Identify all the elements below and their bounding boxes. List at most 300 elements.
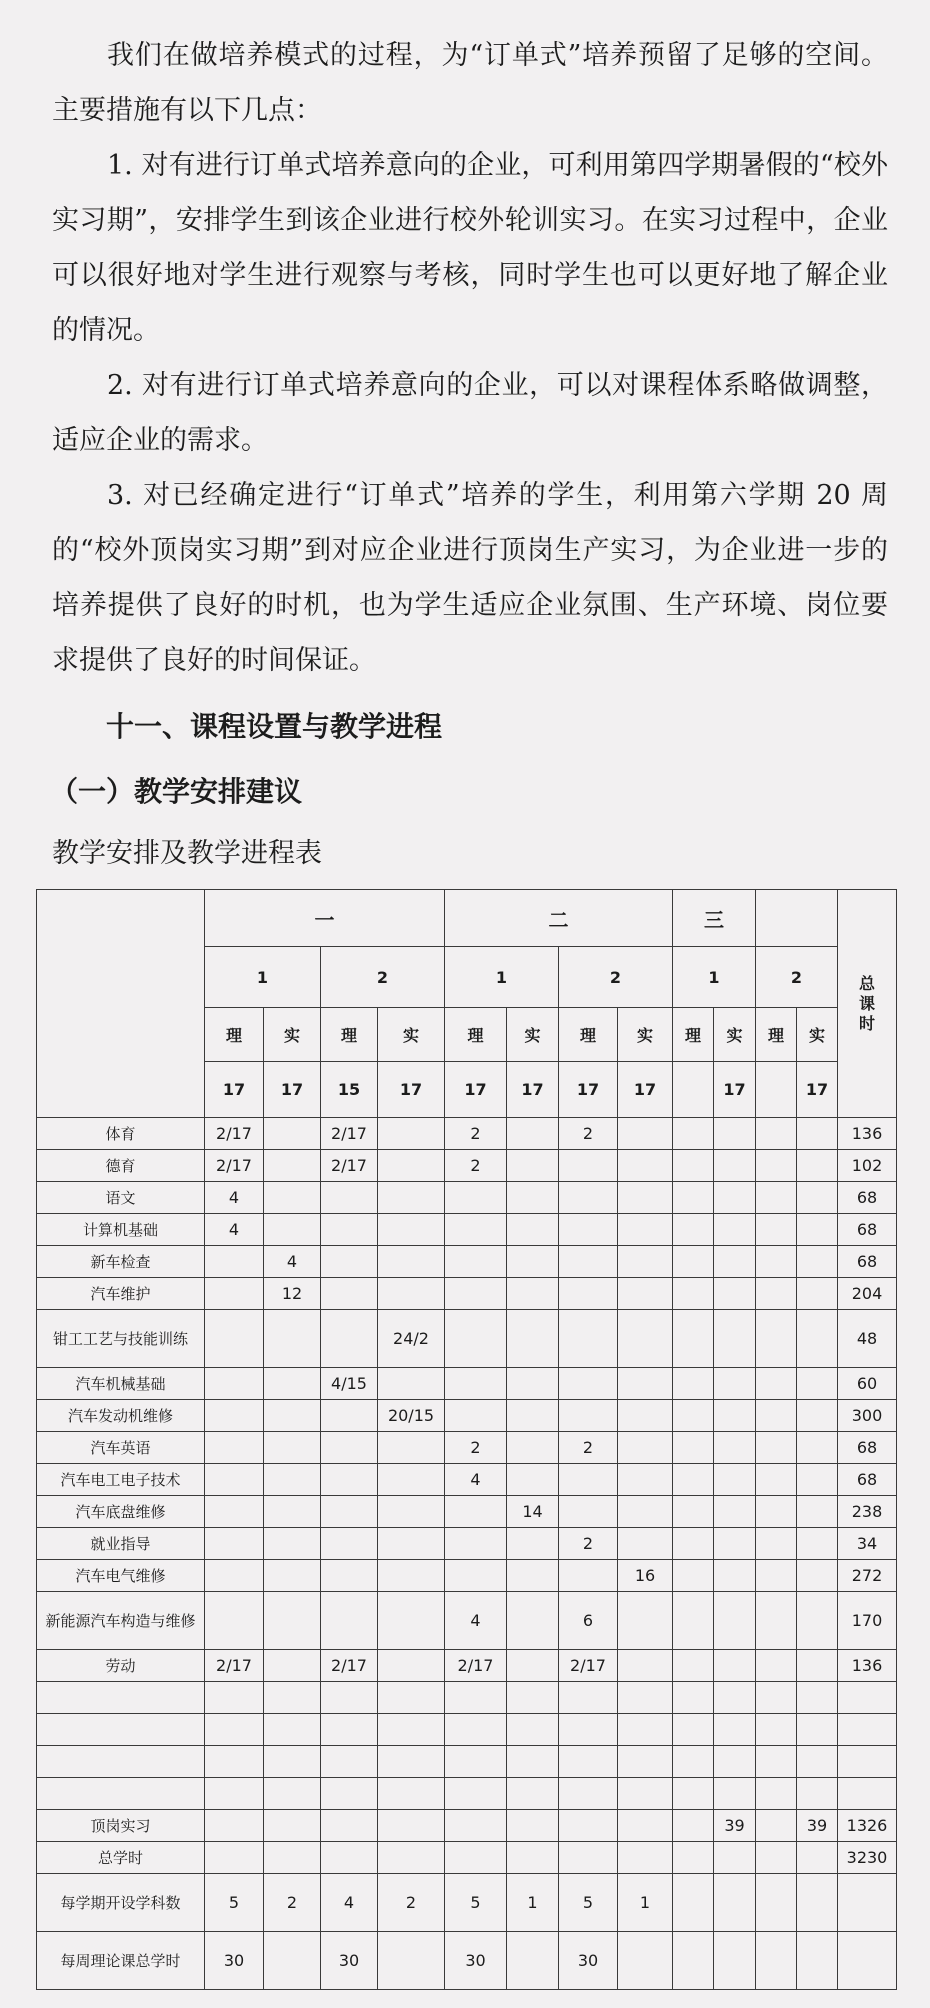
hours-cell [507, 1932, 559, 1990]
total-hours-cell: 272 [838, 1560, 897, 1592]
hours-cell [673, 1528, 714, 1560]
hours-cell [378, 1182, 445, 1214]
hours-cell [756, 1496, 797, 1528]
hours-cell [618, 1182, 673, 1214]
total-hours-cell [838, 1682, 897, 1714]
hours-cell [205, 1464, 264, 1496]
hours-cell [756, 1874, 797, 1932]
hours-cell [378, 1560, 445, 1592]
hours-cell [205, 1432, 264, 1464]
hours-cell [618, 1528, 673, 1560]
hours-cell: 39 [714, 1810, 756, 1842]
hours-cell [618, 1214, 673, 1246]
hours-cell [378, 1842, 445, 1874]
table-row [37, 1778, 897, 1810]
hours-cell [507, 1246, 559, 1278]
type-header: 理 [321, 1008, 378, 1062]
table-row [37, 1310, 897, 1368]
hours-cell [756, 1650, 797, 1682]
hours-cell [321, 1278, 378, 1310]
hours-cell [673, 1464, 714, 1496]
total-hours-cell: 1326 [838, 1810, 897, 1842]
hours-cell [264, 1528, 321, 1560]
total-hours-header-text: 总课时 [858, 973, 875, 1033]
hours-cell: 14 [507, 1496, 559, 1528]
type-header: 实 [714, 1008, 756, 1062]
semester-header: 2 [756, 947, 838, 1008]
hours-cell [714, 1874, 756, 1932]
hours-cell [618, 1278, 673, 1310]
hours-cell [756, 1432, 797, 1464]
hours-cell [714, 1182, 756, 1214]
hours-cell [797, 1714, 838, 1746]
total-hours-cell [838, 1874, 897, 1932]
paragraph-intro: 我们在做培养模式的过程，为“订单式”培养预留了足够的空间。主要措施有以下几点： [52, 40, 888, 126]
course-name-cell: 汽车电气维修 [37, 1560, 205, 1592]
type-header: 理 [756, 1008, 797, 1062]
hours-cell [321, 1810, 378, 1842]
course-name-cell [37, 1682, 205, 1714]
hours-cell [714, 1150, 756, 1182]
hours-cell [321, 1214, 378, 1246]
hours-cell [378, 1368, 445, 1400]
type-header: 实 [378, 1008, 445, 1062]
course-name-cell [37, 1746, 205, 1778]
total-hours-cell: 68 [838, 1464, 897, 1496]
hours-cell [797, 1464, 838, 1496]
hours-cell: 2 [559, 1118, 618, 1150]
hours-cell [507, 1592, 559, 1650]
body-text [52, 28, 888, 688]
weeks-header: 17 [507, 1062, 559, 1118]
weeks-header: 17 [618, 1062, 673, 1118]
hours-cell [264, 1182, 321, 1214]
year-1-header: 一 [205, 890, 445, 947]
course-name-cell: 汽车英语 [37, 1432, 205, 1464]
total-hours-cell [838, 1714, 897, 1746]
hours-cell [264, 1932, 321, 1990]
header-row-years [37, 890, 897, 947]
table-row [37, 1246, 897, 1278]
hours-cell [673, 1778, 714, 1810]
hours-cell [559, 1496, 618, 1528]
hours-cell [797, 1368, 838, 1400]
hours-cell [205, 1400, 264, 1432]
hours-cell [507, 1182, 559, 1214]
table-row [37, 1182, 897, 1214]
hours-cell [618, 1682, 673, 1714]
hours-cell [205, 1810, 264, 1842]
hours-cell [714, 1464, 756, 1496]
hours-cell [673, 1650, 714, 1682]
hours-cell [321, 1746, 378, 1778]
total-hours-cell: 68 [838, 1182, 897, 1214]
hours-cell [714, 1310, 756, 1368]
table-row [37, 1592, 897, 1650]
hours-cell [559, 1150, 618, 1182]
table-row [37, 1714, 897, 1746]
hours-cell [321, 1714, 378, 1746]
total-hours-cell: 68 [838, 1432, 897, 1464]
hours-cell: 4 [445, 1464, 507, 1496]
hours-cell [797, 1432, 838, 1464]
semester-header: 1 [445, 947, 559, 1008]
type-header: 实 [618, 1008, 673, 1062]
hours-cell: 30 [445, 1932, 507, 1990]
hours-cell [507, 1746, 559, 1778]
hours-cell [445, 1714, 507, 1746]
hours-cell [321, 1464, 378, 1496]
hours-cell [264, 1118, 321, 1150]
hours-cell: 12 [264, 1278, 321, 1310]
table-row [37, 1400, 897, 1432]
hours-cell: 2/17 [445, 1650, 507, 1682]
hours-cell [756, 1810, 797, 1842]
weeks-header: 17 [797, 1062, 838, 1118]
year-3-header-cont [756, 890, 838, 947]
hours-cell [321, 1842, 378, 1874]
total-hours-cell [838, 1778, 897, 1810]
hours-cell [264, 1778, 321, 1810]
hours-cell: 4/15 [321, 1368, 378, 1400]
total-hours-cell: 170 [838, 1592, 897, 1650]
hours-cell [559, 1464, 618, 1496]
hours-cell [378, 1118, 445, 1150]
total-hours-cell: 34 [838, 1528, 897, 1560]
hours-cell [445, 1246, 507, 1278]
total-hours-header [838, 890, 897, 1118]
hours-cell [321, 1432, 378, 1464]
table-row [37, 1528, 897, 1560]
hours-cell [205, 1310, 264, 1368]
hours-cell: 2/17 [205, 1150, 264, 1182]
hours-cell [714, 1368, 756, 1400]
hours-cell [618, 1118, 673, 1150]
hours-cell [559, 1310, 618, 1368]
hours-cell [618, 1496, 673, 1528]
hours-cell [445, 1182, 507, 1214]
hours-cell: 5 [559, 1874, 618, 1932]
hours-cell [756, 1246, 797, 1278]
table-caption: 教学安排及教学进程表 [52, 838, 322, 869]
hours-cell [559, 1810, 618, 1842]
type-header: 实 [264, 1008, 321, 1062]
hours-cell [673, 1150, 714, 1182]
hours-cell: 4 [205, 1214, 264, 1246]
hours-cell [618, 1778, 673, 1810]
total-hours-cell: 238 [838, 1496, 897, 1528]
hours-cell [507, 1368, 559, 1400]
hours-cell [673, 1560, 714, 1592]
hours-cell [378, 1650, 445, 1682]
course-name-cell: 德育 [37, 1150, 205, 1182]
weeks-header: 17 [264, 1062, 321, 1118]
hours-cell [756, 1278, 797, 1310]
hours-cell [797, 1682, 838, 1714]
hours-cell [714, 1496, 756, 1528]
hours-cell [618, 1842, 673, 1874]
course-name-cell: 汽车机械基础 [37, 1368, 205, 1400]
hours-cell: 2 [264, 1874, 321, 1932]
hours-cell [673, 1368, 714, 1400]
course-name-cell: 就业指导 [37, 1528, 205, 1560]
paragraph-point-1: 1. 对有进行订单式培养意向的企业，可利用第四学期暑假的“校外实习期”，安排学生到该企业进行校外轮训实习。在实习过程中，企业可以很好地对学生进行观察与考核，同时学生也可以更好地了解企业的情况。 [52, 150, 888, 346]
hours-cell [673, 1246, 714, 1278]
hours-cell [714, 1528, 756, 1560]
hours-cell [445, 1682, 507, 1714]
hours-cell [507, 1682, 559, 1714]
hours-cell [756, 1464, 797, 1496]
hours-cell [507, 1118, 559, 1150]
type-header: 实 [507, 1008, 559, 1062]
hours-cell [673, 1592, 714, 1650]
hours-cell [673, 1214, 714, 1246]
hours-cell: 2/17 [205, 1650, 264, 1682]
hours-cell [264, 1214, 321, 1246]
hours-cell [618, 1592, 673, 1650]
hours-cell [714, 1278, 756, 1310]
hours-cell [559, 1682, 618, 1714]
hours-cell [673, 1310, 714, 1368]
hours-cell [445, 1496, 507, 1528]
hours-cell: 4 [264, 1246, 321, 1278]
year-2-header: 二 [445, 890, 673, 947]
hours-cell [264, 1746, 321, 1778]
hours-cell [507, 1400, 559, 1432]
hours-cell [756, 1528, 797, 1560]
hours-cell: 30 [205, 1932, 264, 1990]
hours-cell [378, 1150, 445, 1182]
hours-cell [756, 1746, 797, 1778]
hours-cell [797, 1874, 838, 1932]
hours-cell [205, 1368, 264, 1400]
hours-cell [445, 1778, 507, 1810]
hours-cell [205, 1496, 264, 1528]
hours-cell: 2 [378, 1874, 445, 1932]
section-heading: 十一、课程设置与教学进程 [106, 710, 443, 743]
hours-cell [445, 1560, 507, 1592]
hours-cell [507, 1528, 559, 1560]
hours-cell [714, 1246, 756, 1278]
hours-cell [714, 1746, 756, 1778]
type-header: 理 [559, 1008, 618, 1062]
course-name-cell: 体育 [37, 1118, 205, 1150]
hours-cell [378, 1714, 445, 1746]
hours-cell: 2 [445, 1432, 507, 1464]
hours-cell [264, 1842, 321, 1874]
hours-cell [559, 1842, 618, 1874]
table-row [37, 1464, 897, 1496]
hours-cell [559, 1400, 618, 1432]
hours-cell [264, 1650, 321, 1682]
hours-cell [321, 1560, 378, 1592]
hours-cell [756, 1310, 797, 1368]
hours-cell [797, 1778, 838, 1810]
table-row [37, 1810, 897, 1842]
hours-cell [378, 1746, 445, 1778]
hours-cell [507, 1650, 559, 1682]
semester-header: 2 [559, 947, 673, 1008]
total-hours-cell [838, 1932, 897, 1990]
hours-cell [797, 1528, 838, 1560]
weeks-header: 17 [205, 1062, 264, 1118]
hours-cell [714, 1778, 756, 1810]
hours-cell [618, 1810, 673, 1842]
hours-cell [673, 1746, 714, 1778]
hours-cell: 2 [559, 1432, 618, 1464]
schedule-table [36, 889, 897, 1990]
table-row [37, 1278, 897, 1310]
hours-cell [321, 1778, 378, 1810]
hours-cell [264, 1150, 321, 1182]
hours-cell [618, 1746, 673, 1778]
hours-cell [756, 1182, 797, 1214]
hours-cell [378, 1810, 445, 1842]
hours-cell [507, 1560, 559, 1592]
table-row [37, 1214, 897, 1246]
hours-cell [378, 1246, 445, 1278]
table-row [37, 1682, 897, 1714]
hours-cell [205, 1682, 264, 1714]
hours-cell [445, 1214, 507, 1246]
hours-cell: 5 [205, 1874, 264, 1932]
hours-cell [559, 1214, 618, 1246]
hours-cell [797, 1182, 838, 1214]
hours-cell [559, 1714, 618, 1746]
hours-cell [714, 1682, 756, 1714]
hours-cell [797, 1842, 838, 1874]
hours-cell [264, 1560, 321, 1592]
table-row [37, 1560, 897, 1592]
table-row [37, 1842, 897, 1874]
weeks-header: 17 [714, 1062, 756, 1118]
hours-cell [445, 1842, 507, 1874]
hours-cell [797, 1496, 838, 1528]
hours-cell [264, 1682, 321, 1714]
table-row [37, 1150, 897, 1182]
weeks-header [756, 1062, 797, 1118]
table-row [37, 1368, 897, 1400]
hours-cell [559, 1368, 618, 1400]
hours-cell [559, 1182, 618, 1214]
hours-cell [445, 1278, 507, 1310]
hours-cell [673, 1400, 714, 1432]
course-name-cell: 汽车发动机维修 [37, 1400, 205, 1432]
hours-cell [378, 1592, 445, 1650]
schedule-table-body [37, 890, 897, 1990]
hours-cell [714, 1714, 756, 1746]
total-hours-cell: 102 [838, 1150, 897, 1182]
table-row [37, 1874, 897, 1932]
total-hours-cell: 136 [838, 1650, 897, 1682]
total-hours-cell [838, 1746, 897, 1778]
total-hours-cell: 68 [838, 1246, 897, 1278]
hours-cell [205, 1714, 264, 1746]
semester-header: 2 [321, 947, 445, 1008]
hours-cell [321, 1682, 378, 1714]
course-name-cell: 新能源汽车构造与维修 [37, 1592, 205, 1650]
course-name-cell [37, 1714, 205, 1746]
hours-cell: 2 [559, 1528, 618, 1560]
hours-cell [507, 1150, 559, 1182]
hours-cell [507, 1842, 559, 1874]
table-row [37, 1118, 897, 1150]
hours-cell [321, 1592, 378, 1650]
course-name-cell: 钳工工艺与技能训练 [37, 1310, 205, 1368]
hours-cell: 2/17 [321, 1650, 378, 1682]
hours-cell [618, 1932, 673, 1990]
hours-cell [264, 1592, 321, 1650]
hours-cell [714, 1118, 756, 1150]
paragraph-point-2: 2. 对有进行订单式培养意向的企业，可以对课程体系略做调整，适应企业的需求。 [52, 370, 888, 456]
hours-cell [797, 1592, 838, 1650]
hours-cell [756, 1778, 797, 1810]
hours-cell [321, 1496, 378, 1528]
hours-cell [673, 1682, 714, 1714]
hours-cell [445, 1310, 507, 1368]
hours-cell [321, 1182, 378, 1214]
hours-cell [797, 1932, 838, 1990]
hours-cell [618, 1464, 673, 1496]
table-row [37, 1432, 897, 1464]
type-header: 理 [205, 1008, 264, 1062]
total-hours-cell: 136 [838, 1118, 897, 1150]
total-hours-cell: 68 [838, 1214, 897, 1246]
hours-cell [618, 1650, 673, 1682]
hours-cell [507, 1214, 559, 1246]
hours-cell [559, 1560, 618, 1592]
hours-cell: 6 [559, 1592, 618, 1650]
total-hours-cell: 204 [838, 1278, 897, 1310]
weeks-header: 17 [445, 1062, 507, 1118]
hours-cell: 1 [618, 1874, 673, 1932]
total-hours-cell: 60 [838, 1368, 897, 1400]
hours-cell [559, 1746, 618, 1778]
hours-cell [673, 1714, 714, 1746]
hours-cell [756, 1118, 797, 1150]
hours-cell [321, 1528, 378, 1560]
hours-cell: 4 [321, 1874, 378, 1932]
hours-cell [673, 1118, 714, 1150]
hours-cell [756, 1682, 797, 1714]
hours-cell: 20/15 [378, 1400, 445, 1432]
hours-cell: 2/17 [559, 1650, 618, 1682]
hours-cell [205, 1278, 264, 1310]
hours-cell: 16 [618, 1560, 673, 1592]
subsection-heading: （一）教学安排建议 [50, 775, 303, 808]
hours-cell [618, 1150, 673, 1182]
course-name-cell: 新车检查 [37, 1246, 205, 1278]
hours-cell [618, 1714, 673, 1746]
hours-cell: 1 [507, 1874, 559, 1932]
hours-cell [618, 1310, 673, 1368]
hours-cell [445, 1528, 507, 1560]
hours-cell: 2 [445, 1118, 507, 1150]
total-hours-cell: 3230 [838, 1842, 897, 1874]
hours-cell [756, 1560, 797, 1592]
hours-cell [673, 1874, 714, 1932]
hours-cell [618, 1368, 673, 1400]
hours-cell [378, 1214, 445, 1246]
hours-cell [445, 1400, 507, 1432]
weeks-header: 15 [321, 1062, 378, 1118]
hours-cell [559, 1246, 618, 1278]
hours-cell [756, 1714, 797, 1746]
hours-cell [507, 1310, 559, 1368]
hours-cell [756, 1400, 797, 1432]
hours-cell [205, 1560, 264, 1592]
table-row [37, 1932, 897, 1990]
